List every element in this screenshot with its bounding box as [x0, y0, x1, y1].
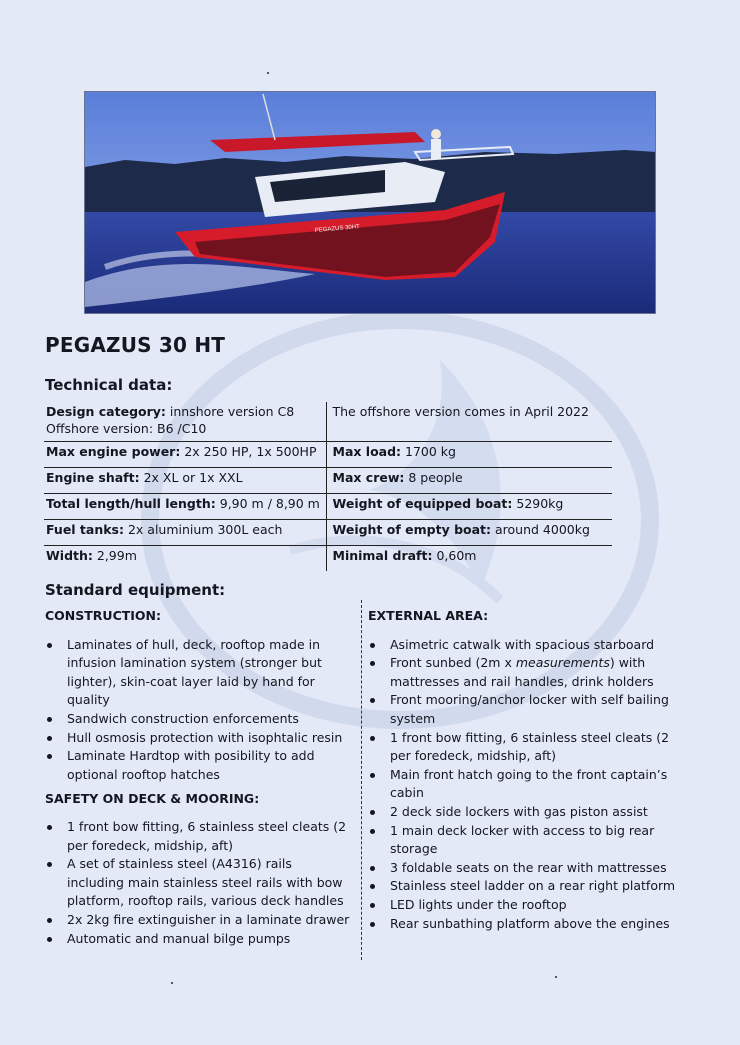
list-item: Main front hatch going to the front captain’s cabin	[368, 766, 678, 803]
list-item: Automatic and manual bilge pumps	[45, 930, 350, 949]
table-row	[44, 519, 612, 545]
spec-cell: Width: 2,99m	[44, 545, 326, 571]
safety-list	[45, 818, 350, 948]
spec-cell: Weight of equipped boat: 5290kg	[326, 493, 612, 519]
page-title: PEGAZUS 30 HT	[45, 333, 226, 357]
spec-cell: Design category: innshore version C8 Offshore version: B6 /C10	[44, 402, 326, 441]
technical-data-heading: Technical data:	[45, 376, 173, 394]
spec-cell: Max load: 1700 kg	[326, 441, 612, 467]
list-item: Hull osmosis protection with isophtalic resin	[45, 729, 350, 748]
list-item: A set of stainless steel (A4316) rails including main stainless steel rails with bow platform, rooftop rails, various deck handles	[45, 855, 350, 911]
list-item: 2 deck side lockers with gas piston assist	[368, 803, 678, 822]
spec-cell: Fuel tanks: 2x aluminium 300L each	[44, 519, 326, 545]
list-item: 2x 2kg fire extinguisher in a laminate drawer	[45, 911, 350, 930]
spec-cell: Engine shaft: 2x XL or 1x XXL	[44, 467, 326, 493]
scan-speck	[267, 72, 269, 74]
list-item: 3 foldable seats on the rear with mattresses	[368, 859, 678, 878]
spec-cell: Total length/hull length: 9,90 m / 8,90 m	[44, 493, 326, 519]
external-area-heading: EXTERNAL AREA:	[368, 608, 489, 623]
scan-speck	[555, 976, 557, 978]
list-item: Rear sunbathing platform above the engines	[368, 915, 678, 934]
list-item: 1 front bow fitting, 6 stainless steel cleats (2 per foredeck, midship, aft)	[368, 729, 678, 766]
spec-cell: Weight of empty boat: around 4000kg	[326, 519, 612, 545]
technical-data-table	[44, 402, 612, 571]
list-item: Sandwich construction enforcements	[45, 710, 350, 729]
list-item: 1 main deck locker with access to big rear storage	[368, 822, 678, 859]
list-item: Laminate Hardtop with posibility to add optional rooftop hatches	[45, 747, 350, 784]
standard-equipment-heading: Standard equipment:	[45, 581, 226, 599]
external-area-list	[368, 636, 678, 934]
list-item: LED lights under the rooftop	[368, 896, 678, 915]
list-item: Asimetric catwalk with spacious starboard	[368, 636, 678, 655]
construction-heading: CONSTRUCTION:	[45, 608, 162, 623]
scan-speck	[171, 982, 173, 984]
spec-cell: Max crew: 8 people	[326, 467, 612, 493]
boat-photo	[84, 91, 656, 314]
table-row	[44, 545, 612, 571]
spec-cell: Minimal draft: 0,60m	[332, 547, 477, 563]
list-item: 1 front bow fitting, 6 stainless steel cleats (2 per foredeck, midship, aft)	[45, 818, 350, 855]
table-row	[44, 402, 612, 441]
table-row	[44, 441, 612, 467]
list-item: Laminates of hull, deck, rooftop made in infusion lamination system (stronger but lighter), skin-coat layer laid by hand for quality	[45, 636, 350, 710]
list-item: Front mooring/anchor locker with self bailing system	[368, 691, 678, 728]
spec-cell: The offshore version comes in April 2022	[326, 402, 612, 441]
table-row	[44, 493, 612, 519]
hull-logo-text: PEGAZUS 30HT	[314, 224, 361, 234]
equipment-right-column	[368, 607, 678, 933]
safety-heading: SAFETY ON DECK & MOORING:	[45, 791, 260, 807]
column-divider	[361, 600, 362, 960]
spec-cell: Max engine power: 2x 250 HP, 1x 500HP	[44, 441, 326, 467]
list-item: Stainless steel ladder on a rear right platform	[368, 877, 678, 896]
list-item: Front sunbed (2m x measurements) with mattresses and rail handles, drink holders	[368, 654, 678, 691]
construction-list	[45, 636, 350, 785]
equipment-left-column	[45, 607, 350, 948]
table-row	[44, 467, 612, 493]
